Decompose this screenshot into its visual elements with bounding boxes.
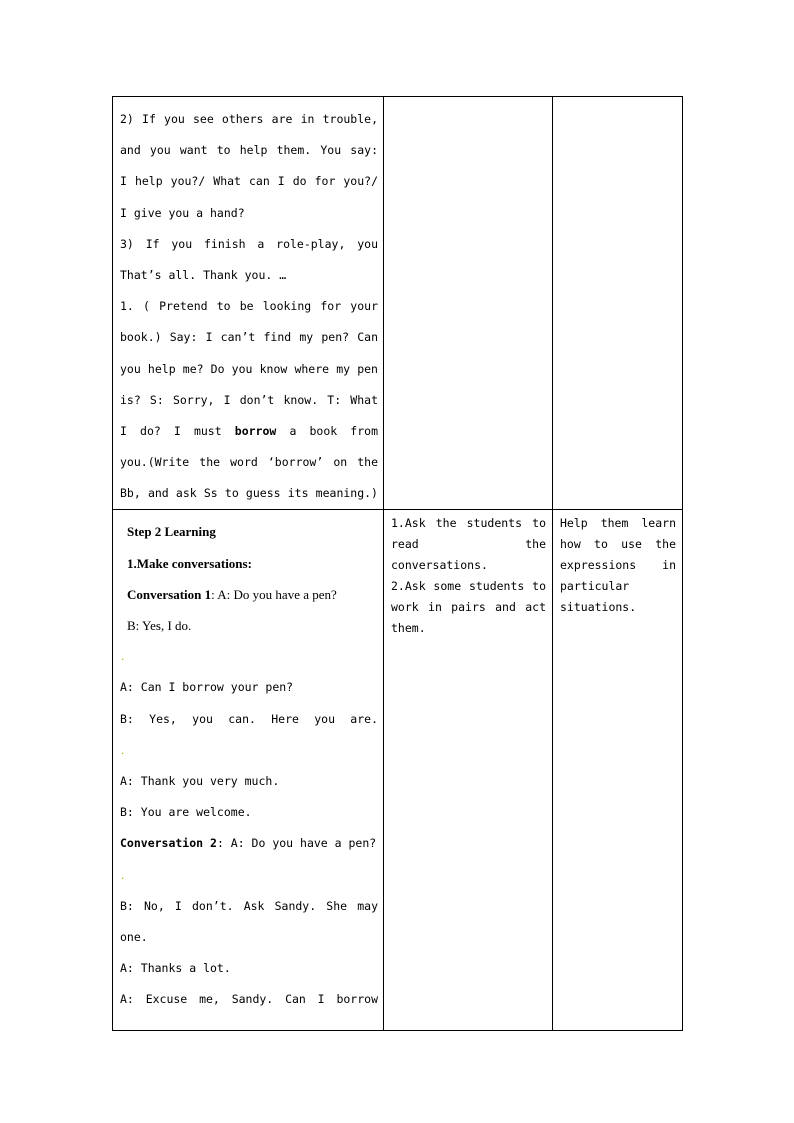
teacher-activity-cell	[384, 510, 553, 1031]
text-fragment: a book from	[289, 423, 378, 438]
text-line: B: You are welcome.	[120, 805, 252, 820]
text-line: A: Thanks a lot.	[120, 961, 231, 976]
text-line: you help me? Do you know where my pen	[120, 361, 378, 376]
text-line: A: Thank you very much.	[120, 774, 280, 789]
text-line: B: Yes, I do.	[127, 618, 192, 634]
text-line: A: Excuse me, Sandy. Can I borrow	[120, 992, 378, 1007]
text-line: them.	[391, 621, 426, 636]
text-line: 3) If you finish a role-play, you	[120, 236, 378, 251]
dot-icon: .	[120, 871, 126, 882]
text-line: work in pairs and act	[391, 600, 546, 615]
text-line: Bb, and ask Ss to guess its meaning.)	[120, 486, 378, 501]
conversation-2-line	[120, 828, 378, 859]
text-line: A: Can I borrow your pen?	[120, 680, 294, 695]
text-line: book.) Say: I can’t find my pen? Can	[120, 330, 378, 345]
activity-cell	[113, 510, 384, 1031]
activity-text	[113, 97, 383, 509]
text-line: I give you a hand?	[120, 205, 245, 220]
text-line-borrow	[120, 416, 378, 447]
text-line: expressions in	[560, 558, 676, 573]
text-line: 1.Ask the students to	[391, 516, 546, 531]
spacer	[120, 641, 378, 672]
text-fragment: : A: Do you have a pen?	[216, 836, 377, 851]
text-line: That’s all. Thank you. …	[120, 267, 287, 282]
text-line: Help them learn	[560, 516, 676, 531]
text-line: how to use the	[560, 537, 676, 552]
activity-text	[113, 510, 383, 1015]
table-row	[113, 97, 683, 510]
conversation-label: Conversation 1	[127, 586, 212, 602]
conversation-label: Conversation 2	[120, 836, 217, 851]
spacer	[120, 860, 378, 891]
purpose-cell	[553, 97, 683, 510]
text-line: one.	[120, 930, 148, 945]
vocab-word-borrow: borrow	[234, 423, 277, 438]
purpose-cell	[553, 510, 683, 1031]
text-line: and you want to help them. You say:	[120, 143, 378, 158]
teacher-activity-cell	[384, 97, 553, 510]
text-line: situations.	[560, 600, 637, 615]
text-line: 1. ( Pretend to be looking for your	[120, 299, 378, 314]
step-title: Step 2 Learning	[127, 524, 216, 540]
text-fragment: : A: Do you have a pen?	[211, 586, 337, 602]
text-fragment: I do? I must	[120, 423, 222, 438]
teacher-activity-text	[384, 510, 552, 639]
lesson-plan-table	[112, 96, 683, 1031]
text-line: is? S: Sorry, I don’t know. T: What	[120, 392, 378, 407]
text-line: I help you?/ What can I do for you?/	[120, 174, 378, 189]
text-line: B: No, I don’t. Ask Sandy. She may	[120, 898, 378, 913]
text-line: 2) If you see others are in trouble,	[120, 112, 378, 126]
text-line: read the	[391, 537, 546, 552]
dot-icon: .	[120, 653, 126, 664]
dot-icon: .	[120, 746, 126, 757]
section-subtitle: 1.Make conversations:	[127, 555, 252, 571]
text-line: B: Yes, you can. Here you are.	[120, 711, 378, 726]
spacer	[120, 735, 378, 766]
activity-cell	[113, 97, 384, 510]
text-line: 2.Ask some students to	[391, 579, 546, 594]
purpose-text	[553, 510, 682, 618]
conversation-1-line	[120, 579, 378, 610]
text-line: conversations.	[391, 558, 488, 573]
text-line: you.(Write the word ‘borrow’ on the	[120, 455, 378, 470]
table-row	[113, 510, 683, 1031]
text-line: particular	[560, 579, 630, 594]
